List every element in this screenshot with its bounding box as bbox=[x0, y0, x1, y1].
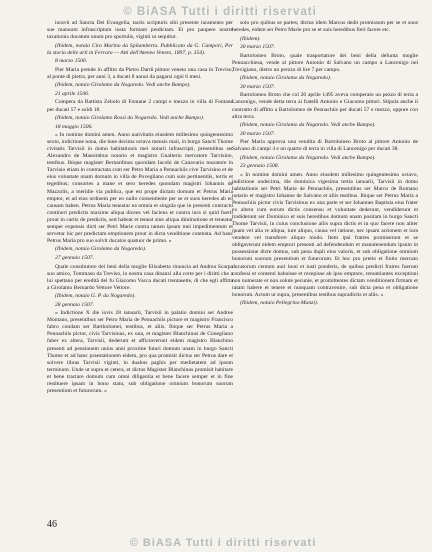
paragraph: « In nomine domini amen. Anno eiusdem millesimo quingentesimo octavo, indictione undecima, die dominica vigesima tertia ianuarii, Tarvisii in domo habitationis ser Petri Marie de Pennachiis, presentibus ser Marco de Romano notario et magistro Iohanne de Salvano et aliis testibus. Ibique ser Petrus Maria a Pennachiis pictor civis Tarvisinus ex una parte et ser Iohannes Baptista eius frater ex altera cum eorum dictis consensu et voluntate dederunt, vendiderunt et tradiderunt ser Dominico et suis heredibus domum unam positam in burgo Sancti Thome Tarvisii, in cuius conclusione aliis supra dictis et in quo facere non aliter quam vel alia re aliqua, iure aliquo, causa vel ratione, nec ipsam actionem et iura vendere vel transferre aliquo modo. Item ipsi fratres promiserunt et se obligaverunt eidem emptori presenti ad defendendum et manutenendum ipsum in possessione dicte domus, sub pena dupli eius valoris, et sub obligatione omnium bonorum suorum presentium et futurorum. Et hoc pro pretio et finito mercato ducatorum centum auri boni et iusti ponderis, de quibus predicti fratres fuerunt confessi et contenti habuisse et recepisse ab ipso emptore, renuntiantes exceptioni non numerate et non solute pecunie, et promittentes dictam venditionem firmam et ratam habere et tenere et nunquam contravenire, sub dicta pena et obligatione bonorum. Actum ut supra, presentibus testibus supradictis et aliis. » bbox=[232, 171, 418, 298]
entry-date: 30 marzo 1507. bbox=[240, 130, 275, 137]
paragraph: Pier Maria prende in affitto da Pietro Dardi pittore veneto una casa in Treviso, al ponte di pietra, per anni 3, a ducati 8 annui da pagarsi ogni 6 mesi. bbox=[47, 66, 233, 80]
paragraph: Pier Maria approva una vendita di Bartolomeo Broto al pittore Antonio de Salvano di campi 4 e un quarto di terra in villa di Lancenigo per ducati 38. bbox=[232, 139, 418, 153]
entry-date: 30 marzo 1507. bbox=[240, 44, 275, 51]
entry-date: 28 gennaio 1507. bbox=[55, 301, 94, 308]
entry-date: 18 maggio 1506. bbox=[55, 123, 93, 130]
entry-date: 30 marzo 1507. bbox=[240, 83, 275, 90]
paragraph: « In nomine domini amen. Anno nativitatis eiusdem millesimo quingentesimo sexto, indictione nona, die lune decima octava mensis maii, in burgo Sancti Thome civitatis Tarvisii in domo habitationis mei notarii infrascripti, presentibus ser Alexandro de Massimbus notario et magistro Gualterio mercatore Tarvisino, testibus. Ibique magister Bernardinus quondam Iacobi de Canavario muratore in Tarvisio etiam in contractata cum ser Petro Maria a Pennachiis cive Tarvisino et de eius voluntate unam domum in villa de Povegliano cum suis pertinentiis, terris et tegetibus; consortes a mane et sero heredes quondam magistri Iohannis de Mazzolis, a meridie via publica, que est prope dictam domum et Petrus Maria emptor, et ad eius ordinem per eo nullo consentiente per se et suos heredes ab eo causam haben. Petrus Maria teneatur ea omnia et singula que in presenti contractu contineri predictis maxime aliqua dicens vel faciens et contra iura si quid fuerit prout in cartis de predictis, sed habeat et teneat sine aliqua diminutione et teneatur semper expensis dicti ser Petri Marie contra tamen ipsum mei impedimentum et servetur hic per predictam emptionem prout in dicta venditione contenta. Ad hanc Petrus Maria pro suo solvit ducatos quatuor de primo. » bbox=[47, 132, 233, 244]
source-note: (Ibidem, notaio Girolamo da Nogaredo. Vedi anche Bampo). bbox=[55, 82, 191, 89]
left-text-column bbox=[47, 20, 233, 396]
paragraph: iuravit ad Sancta Dei Evangelia, tactis scripturis sibi presente iuramento per sue manuum infrascriptum iusta formam predictam. Et pro paupere nostre taxationis ducatum unum pro sportulis, viginti ut sequitur. bbox=[47, 20, 233, 41]
source-note: (Ibidem, notaio Girolamo da Nogaredo). bbox=[240, 75, 332, 82]
paragraph: Compera da Battista Zebolo di Fontane 2 campi e mezzo in villa di Fontane per ducati 57 e soldi 18. bbox=[47, 99, 233, 113]
source-note: (Ibidem, notaio Girolamo da Nogaredo. Vedi anche Bampo). bbox=[240, 154, 376, 161]
watermark-footer: © BiASA Tutti i diritti riservati bbox=[129, 537, 317, 549]
entry-date: 8 marzo 1506. bbox=[55, 58, 88, 65]
source-note: (Ibidem, notaio Girolamo da Nogaredo). bbox=[55, 246, 147, 253]
source-note: (Ibidem, notaio Ciro Marino da Spilamberto. Pubblicato da G. Campori, Per la storia delle arti in Ferrara — Atti dell'Ateneo Veneto, 1897, p. 354). bbox=[47, 42, 233, 56]
paragraph: Quale constitutore dei beni della moglie Elisabetta rinuncia ad Andrea Scarpa suo amico, Tommaso da Treviso, la nostra casa dinanzi alla corte per i diritti che a lui spettano per eredità del fu Giacomo Vacca ducati trentasette, di che egli affitta a Girolamo Bernardo Vettore Vettore. bbox=[47, 263, 233, 291]
watermark-header: © BiASA Tutti i diritti riservati bbox=[123, 6, 317, 18]
right-text-column bbox=[232, 20, 418, 309]
entry-date: 23 gennaio 1508. bbox=[240, 163, 279, 170]
entry-date: 21 aprile 1506. bbox=[55, 90, 90, 97]
source-note: (Ibidem, notaio Pellegrino Manzi). bbox=[240, 300, 319, 307]
paragraph: solo pro quibus se partes; dictus idem Marcus dedit promissum per se et suos heredes, eidem ser Petro Marie pro se et suis heredibus fieri facere etc. bbox=[232, 20, 418, 34]
source-note: (Ibidem). bbox=[240, 35, 261, 42]
paragraph: Bartolomeo Broto che col 20 aprile 1495 aveva comperato un pezzo di terra a Lancenigo, vende detta terra ai fratelli Antonio e Giacomo pittori. Stipula anche il contratto di affitto a Bartolomeo de Pennachiis per ducati 57 e mezzo, oppure con altra terra. bbox=[232, 92, 418, 120]
paragraph: « Indictione X die iovis 28 ianuarii, Tarvisii in palatio domini ser Andree Montano, presentibus ser Petro Maria de Pennachiis pictore et magistro Francisco fabro condam ser Bartholomei, testibus, et aliis. Ibique ser Petrus Maria a Pennachiis pictor, civis Tarvisinus, ex una, et magister Blanchinus de Conegliano faber ex altera, Tarvisii, dederunt et affictaverunt eidem magistro Blanchino presenti ad pensionem unius anni proxime futuri domum unam in burgo Sancti Thome et ad hanc praestationem eidem, pro qua promisit dictus ser Petrus dare et solvere libras Tarvisii viginti, in duabus paghis per medietatem ad ipsum terminum. Unde ut supra et cetera, et dictus Magister Blanchinus promisit habitare et bene tractare domum cum omni diligentia et bene facere semper et in fine restituere ipsam in bono statu, sub obligatione omnium bonorum suorum presentium et futurorum. » bbox=[47, 310, 233, 394]
source-note: (Ibidem, notaio G. P. da Nogaredo). bbox=[55, 293, 136, 300]
source-note: (Ibidem, notaio Girolamo da Nogaredo. Vedi anche Bampo). bbox=[240, 122, 376, 129]
entry-date: 27 gennaio 1507. bbox=[55, 254, 94, 261]
source-note: (Ibidem, notaio Girolamo Rossi da Nogaredo. Vedi anche Bampo). bbox=[55, 115, 205, 122]
paragraph: Bartolomeo Broto, quale trasportatore dei beni della defunta moglie Pennacchiesa, vende al pittore Antonio di Salvano un campo a Lancenigo nel Trevigiano, dietro un prezzo di lire 7 per campo. bbox=[232, 52, 418, 73]
page-number: 46 bbox=[47, 519, 57, 530]
